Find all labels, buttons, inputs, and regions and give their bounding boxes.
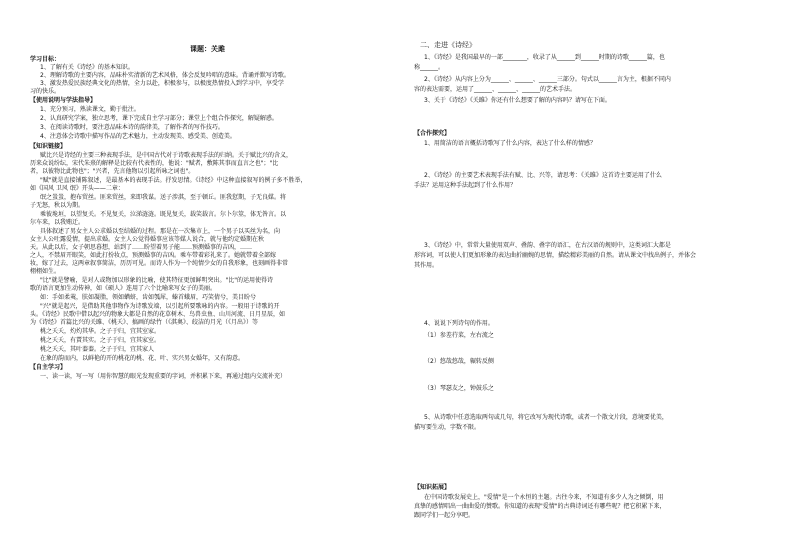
self-study-line: 一、读一读，写一写（用你智慧的眼光发现重要的字词，并积累下来，再通过组内交流补充） (40, 373, 287, 380)
self-study-heading: 【自主学习】 (30, 364, 67, 371)
lesson-title: 课题：关雎 (190, 45, 225, 53)
coop-question-5-cont: 描写要生动，字数不限。 (414, 424, 481, 431)
link-line: 尔车来，以我贿迁。 (30, 219, 85, 226)
link-line: 栩栩如生。 (30, 268, 61, 275)
coop-question-3-cont: 形容词，可以使人们更加形象的表达曲折幽婉的思情，描绘精彩美丽的自然。请从课文中找出例子，并体会 (414, 252, 697, 259)
verse-2: （2）悠哉悠哉，辗转反侧 (424, 358, 494, 365)
extension-heading: 【知识拓展】 (414, 484, 451, 491)
question-1-cont: 称______。 (414, 64, 445, 71)
coop-question-2: 2、《诗经》的主要艺术表现手法有赋、比、兴等，请思考：《关雎》这首诗主要运用了什么 (424, 172, 662, 179)
section-2-heading: 二、走进《诗经》 (420, 41, 476, 49)
question-2-cont: 容的表达需要，运用了______、______、______的艺术手法。 (414, 86, 577, 93)
extension-line: 跟同学们一起分享吧。 (414, 512, 475, 519)
link-line: 之人，不禁眉开眼笑，如此打扮妆点，预测婚事的吉凶。乘车带着彩礼来了。她就带着全部嫁 (30, 252, 277, 259)
goal-line: 习的快乐。 (30, 88, 61, 95)
question-1: 1、《诗经》是我国最早的一部________，收录了从______到______时期的诗歌______篇，也 (424, 54, 665, 61)
question-2: 2、《诗经》从内容上分为______、______、______三部分。句式以______言为主，根据不同内 (424, 76, 671, 83)
verse-1: （1）参差荇菜，左右流之 (424, 332, 494, 339)
verse-3: （3）琴瑟友之，钟鼓乐之 (424, 385, 494, 392)
poem-line: 桃之夭夭，其叶蓁蓁。之子于归，宜其家人 (40, 346, 155, 353)
link-heading: 【知识链接】 (30, 143, 67, 150)
link-line: 如《国风 卫风 氓》开头——二章： (30, 185, 124, 192)
goals-heading: 学习目标： (30, 56, 61, 63)
poem-line: 桃之夭夭，有蕡其实。之子于归，宜其家室。 (40, 337, 161, 344)
link-line: 子无怒，秋以为期。 (30, 202, 85, 209)
coop-question-3-cont: 其作用。 (414, 262, 439, 269)
link-line: 具体叙述了男女主人公求婚以至结婚的过程。那是在一次集市上，一个男子以买丝为名，向 (40, 228, 281, 235)
poem-line: 桃之夭夭，灼灼其华。之子于归，宜其室家。 (40, 328, 161, 335)
link-line: "赋"就是直接铺陈叙述，是最基本的表现手法。抒发思情。《诗经》中这种直接叙写的例子多不胜举， (40, 177, 307, 184)
extension-line: 真挚的感情唱出一曲曲爱的赞歌。你知道的表现"爱情"的古典诗词还有哪些呢？把它积累下来， (414, 503, 666, 510)
goal-line: 2、理解诗歌的主要内容，品味朴实清新的艺术风格，体会反复吟唱的意味。背诵并默写诗歌。 (40, 72, 290, 79)
coop-question-2-cont: 手法？运用这种手法起到了什么作用？ (414, 182, 517, 189)
link-line: 历来众说纷纭，宋代朱熹的解释是比较有代表性的，他说："赋者，敷陈其事而直言之也"；"比 (30, 160, 279, 167)
goal-line: 3、激发热爱民族经典文化的热情，全力以赴，积极参与，以极度热情投入到学习中，享受学 (40, 80, 284, 87)
link-line: 头。《诗经》民歌中借以起兴的物象大都是自然的花草树木、鸟兽虫鱼、山川河流、日月星辰，如 (30, 311, 286, 318)
coop-question-4: 4、说说下列诗句的作用。 (424, 320, 494, 327)
link-line: "兴"就是起兴，是借助其他事物作为诗歌发端，以引起所要歌咏的内容。一般用于诗歌的开 (40, 303, 280, 310)
link-line: 妆，嫁了过去，这两章叙事简洁，历历可见。而诗人作为一个纯情少女的自我形象，也刻画得非常 (30, 260, 289, 267)
method-line: 2、认真研究学案，独立思考，课下完成自主学习部分；课堂上个组合作探究，解疑解惑。 (40, 115, 278, 122)
method-line: 3、在阅读诗歌时，要注意品味本诗的韵律美，了解作者的写作技巧。 (40, 124, 224, 131)
link-line: 乘彼垝垣，以望复关。不见复关，泣涕涟涟。既见复关，载笑载言。尔卜尔筮，体无咎言。以 (40, 211, 287, 218)
coop-question-3: 3、《诗经》中，常常大量使用双声、叠韵、叠字的语汇，在古汉语的规则中，这类词汇大都是 (424, 242, 671, 249)
extension-line: 在中国诗歌发展史上，"爱情"是一个永恒的主题。古往今来，不知道有多少人为之倾倒，用 (424, 494, 664, 501)
link-line: 者，以彼物比此物也"；"兴者，先言他物以引起所咏之词也"。 (30, 168, 195, 175)
link-line: 在象的韵而内，以鲜艳的开的桃花的桃、花、叶、实兴男女婚年，又有韵意。 (40, 355, 245, 362)
method-line: 4、注意体会诗歌中描写作品的艺术魅力，主动发现美、感受美、创造美。 (40, 133, 236, 140)
coop-question-1: 1、用简洁的语言概括诗歌写了什么内容，表达了什么样的情感？ (424, 140, 596, 147)
link-line: 为《诗经》首篇比兴的关雎、《桃夭》、搞画的绿竹（《淇奥》、皎洁的月光（《月出》）等 (30, 319, 259, 326)
link-line: 歌的语言更加生动传神，如《硕人》连用了六个比喻来写女子的美丽。 (30, 285, 217, 292)
coop-heading: 【合作探究】 (414, 130, 451, 137)
link-line: 天。从此以后，女子朝思暮想，站到了……盼望着男子能……预测婚事的吉凶，…… (30, 244, 253, 251)
method-line: 1、充分预习，熟读课文，勤于批注。 (40, 106, 140, 113)
link-line: 女主人公吐露爱情，提出求婚。女主人公觉得婚事应该等媒人说合，就与他约定婚期在秋 (30, 236, 265, 243)
link-line: 氓之蚩蚩，抱布贸丝。匪来贸丝，来即我谋。送子涉淇，至于顿丘。匪我愆期，子无良媒。将 (40, 194, 287, 201)
link-line: 如：手如柔荑，肤如凝脂，领如蝤蛴，齿如瓠犀，螓首蛾眉，巧笑倩兮，美目盼兮 (40, 294, 257, 301)
link-line: "比"就是譬喻，是对人或物加以形象的比喻，使其特征更加鲜明突出。"比"的运用使得诗 (40, 277, 274, 284)
question-3: 3、关于《诗经》《关雎》你还有什么想要了解的内容吗？请写在下面。 (424, 97, 611, 104)
method-heading: 【使用说明与学法指导】 (30, 97, 97, 104)
goal-line: 1、了解有关《诗经》的基本知识。 (40, 64, 134, 71)
link-line: 赋比兴是诗经的主要三种表现手法，是中国古代对于诗歌表现手法的归纳。关于赋比兴的含义， (40, 152, 293, 159)
coop-question-5: 5、从诗歌中任意选取两句或几句，将它改写为现代诗歌，或者一个散文片段，意境要优美， (424, 414, 668, 421)
